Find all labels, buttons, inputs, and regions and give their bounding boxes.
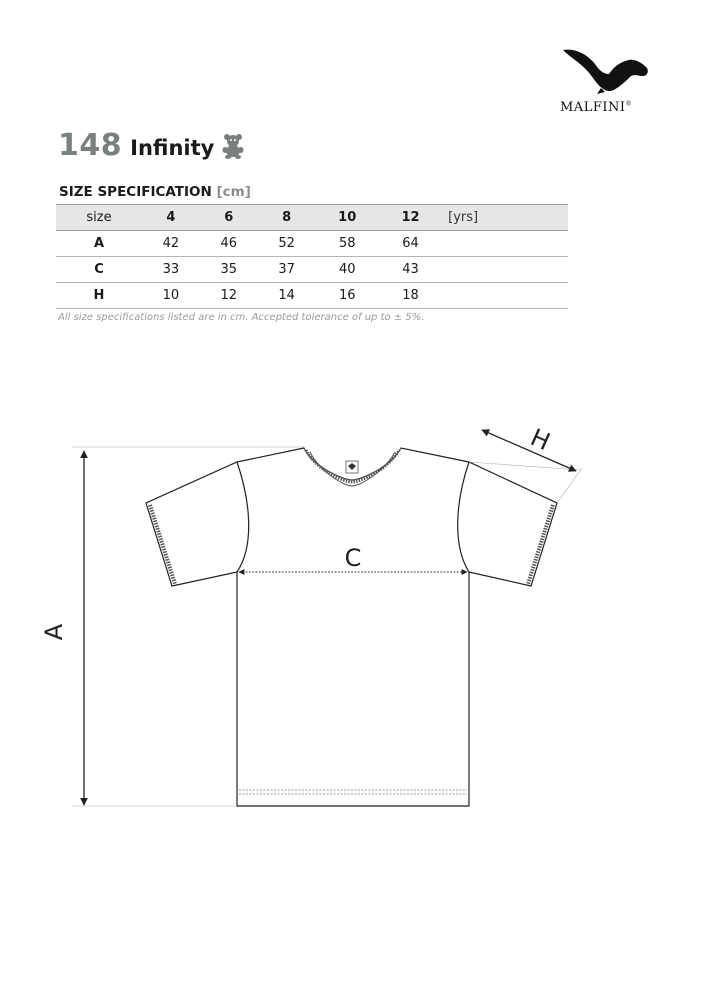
table-cell: 10	[142, 283, 200, 309]
header-unit: [yrs]	[442, 205, 568, 231]
row-label: C	[56, 257, 142, 283]
teddy-bear-icon	[222, 133, 244, 163]
header-size-label: size	[56, 205, 142, 231]
table-header-row	[56, 205, 568, 231]
table-cell: 35	[200, 257, 258, 283]
product-code: 148	[58, 128, 123, 163]
tshirt-diagram	[0, 380, 707, 840]
header-size: 12	[379, 205, 442, 231]
table-row	[56, 283, 568, 309]
table-cell	[442, 231, 568, 257]
brand-logo	[555, 44, 665, 96]
table-cell	[442, 257, 568, 283]
product-name: Infinity	[130, 136, 215, 160]
table-cell: 64	[379, 231, 442, 257]
product-title	[58, 128, 244, 163]
table-cell: 18	[379, 283, 442, 309]
tolerance-note: All size specifications listed are in cm. Accepted tolerance of up to ± 5%.	[58, 312, 425, 323]
header-size: 10	[316, 205, 379, 231]
sleeve-cuff-right	[528, 505, 553, 584]
table-cell: 14	[258, 283, 316, 309]
header-size: 4	[142, 205, 200, 231]
table-cell: 58	[316, 231, 379, 257]
table-cell: 40	[316, 257, 379, 283]
size-table	[56, 204, 568, 309]
table-cell: 52	[258, 231, 316, 257]
label-h: H	[526, 423, 555, 457]
label-c: C	[344, 544, 362, 572]
tshirt-outline	[146, 448, 557, 806]
measure-a-guides	[72, 447, 304, 806]
table-cell	[442, 283, 568, 309]
hem-stitch	[239, 790, 467, 794]
measure-h	[482, 430, 576, 471]
table-row	[56, 231, 568, 257]
sleeve-cuff-left	[150, 505, 175, 584]
table-cell: 33	[142, 257, 200, 283]
eagle-icon	[561, 44, 651, 96]
table-cell: 37	[258, 257, 316, 283]
row-label: H	[56, 283, 142, 309]
table-cell: 16	[316, 283, 379, 309]
label-a: A	[40, 623, 68, 641]
table-cell: 42	[142, 231, 200, 257]
table-cell: 46	[200, 231, 258, 257]
table-row	[56, 257, 568, 283]
measure-h-guides	[469, 462, 582, 503]
header-size: 6	[200, 205, 258, 231]
spec-heading: SIZE SPECIFICATION [cm]	[59, 184, 251, 200]
row-label: A	[56, 231, 142, 257]
brand-name: MALFINI®	[560, 100, 632, 115]
table-cell: 12	[200, 283, 258, 309]
header-size: 8	[258, 205, 316, 231]
table-cell: 43	[379, 257, 442, 283]
